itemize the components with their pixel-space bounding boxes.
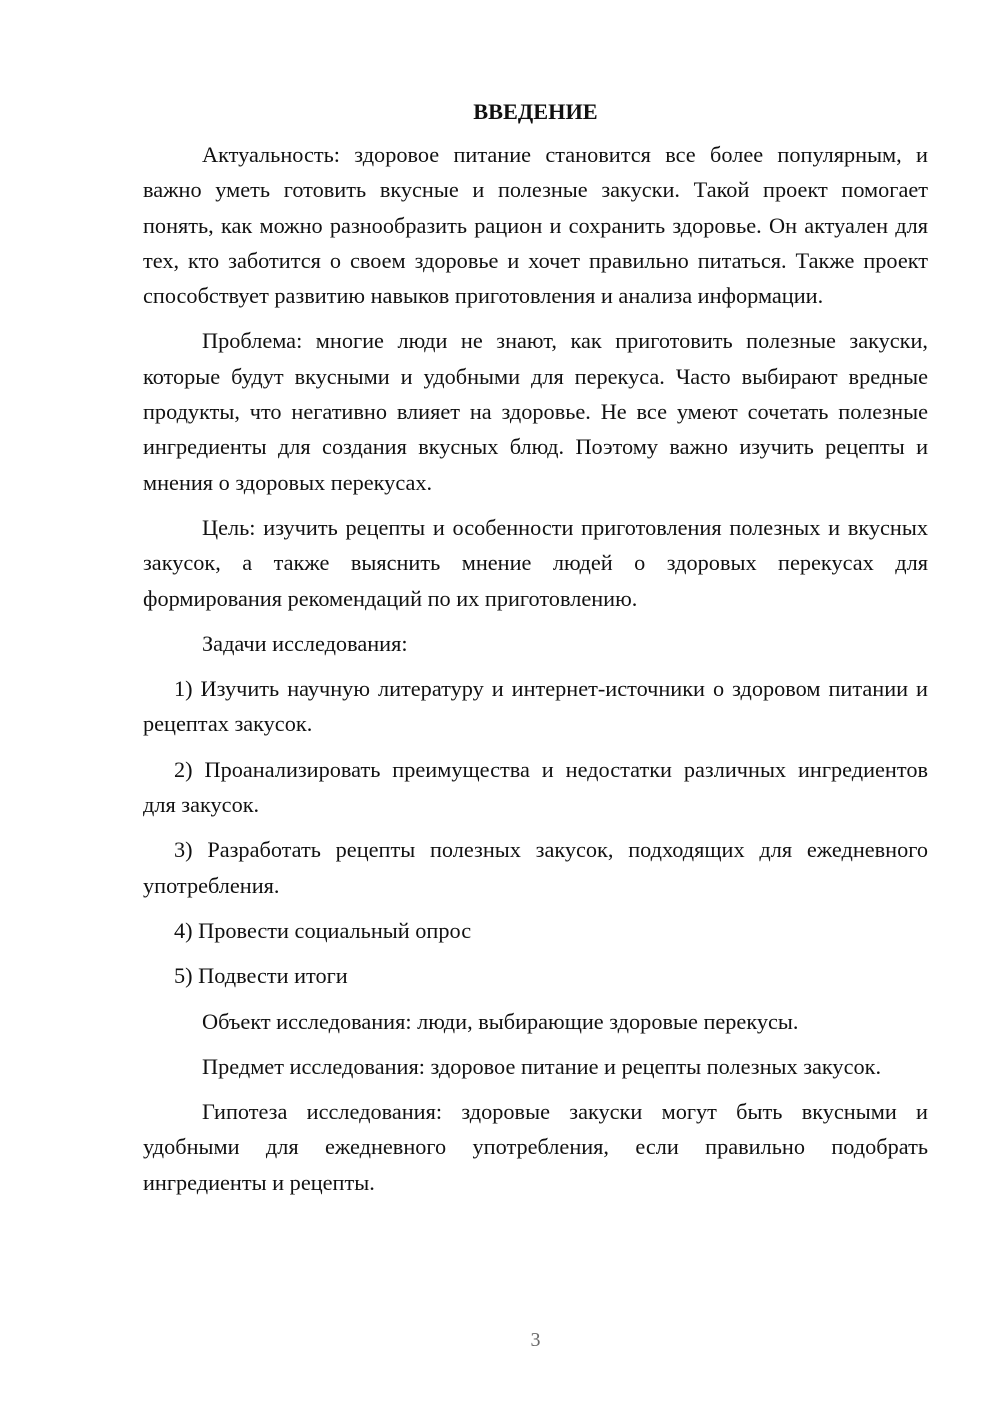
relevance-paragraph: Актуальность: здоровое питание становится все более популярным, и важно уметь готовить вкусные и полезные закуски. Такой проект помогает понять, как можно разнообразить рацион и сохранить здоровье. Он актуален для тех, кто заботится о своем здоровье и хочет правильно питаться. Также проект способствует развитию навыков приготовления и анализа информации. <box>143 142 928 309</box>
task-item-5: 5) Подвести итоги <box>174 963 348 989</box>
tasks-heading: Задачи исследования: <box>202 630 408 656</box>
subject-paragraph: Предмет исследования: здоровое питание и рецепты полезных закусок. <box>202 1053 882 1079</box>
task-item-3: 3) Разработать рецепты полезных закусок, подходящих для ежедневного употребления. <box>143 837 928 898</box>
goal-paragraph: Цель: изучить рецепты и особенности приготовления полезных и вкусных закусок, а также выяснить мнение людей о здоровых перекусах для формирования рекомендаций по их приготовлению. <box>143 514 928 611</box>
page-number: 3 <box>530 1329 541 1351</box>
hypothesis-paragraph: Гипотеза исследования: здоровые закуски могут быть вкусными и удобными для ежедневного употребления, если правильно подобрать ингредиенты и рецепты. <box>143 1099 928 1195</box>
problem-paragraph: Проблема: многие люди не знают, как приготовить полезные закуски, которые будут вкусными и удобными для перекуса. Часто выбирают вредные продукты, что негативно влияет на здоровье. Не все умеют сочетать полезные ингредиенты для создания вкусных блюд. Поэтому важно изучить рецепты и мнения о здоровых перекусах. <box>143 328 928 495</box>
object-paragraph: Объект исследования: люди, выбирающие здоровые перекусы. <box>202 1008 799 1034</box>
document-page <box>143 94 928 1210</box>
task-item-2: 2) Проанализировать преимущества и недостатки различных ингредиентов для закусок. <box>143 756 928 818</box>
task-item-1: 1) Изучить научную литературу и интернет-источники о здоровом питании и рецептах закусок. <box>143 676 928 737</box>
task-item-4: 4) Провести социальный опрос <box>174 917 472 943</box>
section-title: ВВЕДЕНИЕ <box>473 99 598 124</box>
